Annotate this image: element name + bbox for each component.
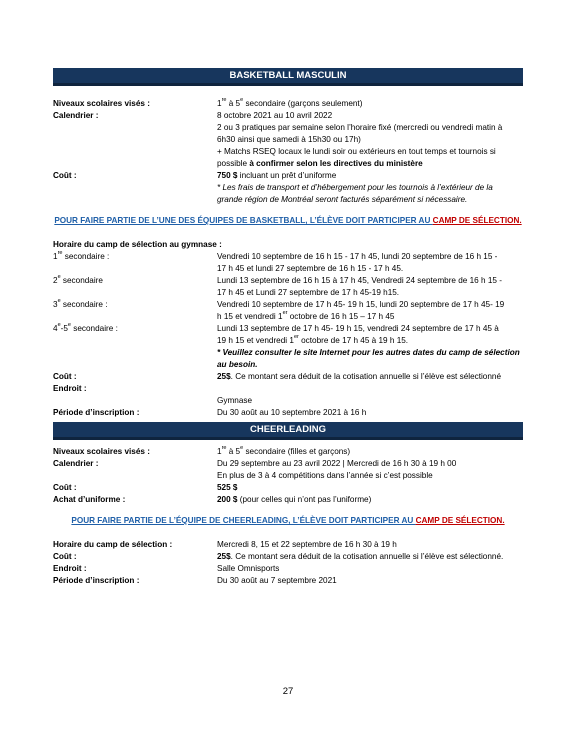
page-number: 27 xyxy=(282,686,294,697)
sec45-rest: secondaire : xyxy=(70,324,118,333)
basketball-endroit-label: Endroit : xyxy=(53,384,87,393)
basketball-niveaux-value xyxy=(217,98,362,109)
sec45-line-2a: 19 h 15 et vendredi 1 xyxy=(217,336,294,345)
basketball-calendrier-label: Calendrier : xyxy=(53,111,99,120)
cheer-endroit-value: Salle Omnisports xyxy=(217,564,280,573)
cout-rest: incluant un prêt d’uniforme xyxy=(237,171,337,180)
cheer-notice-camp-link[interactable]: CAMP DE SÉLECTION. xyxy=(415,516,505,525)
sec45-b: -5 xyxy=(60,324,68,333)
sec45-line-2b: octobre de 17 h 45 à 19 h 15. xyxy=(298,336,409,345)
basketball-periode-label: Période d’inscription : xyxy=(53,408,140,417)
sec2-line-1: Lundi 13 septembre de 16 h 15 à 17 h 45, Vendredi 24 septembre de 16 h 15 - xyxy=(217,276,502,285)
sec1-rest: secondaire : xyxy=(62,252,110,261)
sec45-line-1: Lundi 13 septembre de 17 h 45- 19 h 15, vendredi 24 septembre de 17 h 45 à xyxy=(217,324,499,333)
basketball-selection-notice xyxy=(53,215,523,226)
cheer-cout-value: 525 $ xyxy=(217,483,238,492)
sec45-label xyxy=(53,323,118,334)
basketball-camp-cout-value xyxy=(217,371,501,382)
sec45-sup1: e xyxy=(57,322,61,328)
sec45-line-2-sup: er xyxy=(293,334,299,340)
achat-amount: 200 $ xyxy=(217,495,238,504)
basketball-cout-note-2: grande région de Montréal seront facturés séparément si nécessaire. xyxy=(217,195,468,204)
sec1-line-1: Vendredi 10 septembre de 16 h 15 - 17 h 45, lundi 20 septembre de 16 h 15 - xyxy=(217,252,498,261)
basketball-section-header xyxy=(53,68,523,83)
sec1-n: 1 xyxy=(53,252,58,261)
cout-amount: 750 $ xyxy=(217,171,238,180)
cheer-calendrier-label: Calendrier : xyxy=(53,459,99,468)
sec3-label xyxy=(53,299,108,310)
sec2-line-2: 17 h 45 et Lundi 27 septembre de 17 h 45-19 h15. xyxy=(217,288,400,297)
cheer-endroit-label: Endroit : xyxy=(53,564,87,573)
cheer-achat-label: Achat d’uniforme : xyxy=(53,495,126,504)
site-note-line-2: au besoin. xyxy=(217,360,258,369)
cheer-camp-cout-label: Coût : xyxy=(53,552,77,561)
cheer-niveaux-label: Niveaux scolaires visés : xyxy=(53,447,150,456)
calendrier-possible: possible xyxy=(217,159,250,168)
cheer-camp-cout-rest: . Ce montant sera déduit de la cotisation annuelle si l’élève est sélectionné. xyxy=(230,552,504,561)
sec1-sup: re xyxy=(57,250,63,256)
sec2-sup: e xyxy=(57,274,61,280)
basketball-heading: BASKETBALL MASCULIN xyxy=(229,70,347,81)
camp-cout-amount: 25$ xyxy=(217,372,231,381)
basketball-cout-label: Coût : xyxy=(53,171,77,180)
basketball-periode-value: Du 30 août au 10 septembre 2021 à 16 h xyxy=(217,408,367,417)
sec2-n: 2 xyxy=(53,276,58,285)
niveaux-rest: secondaire (garçons seulement) xyxy=(243,99,363,108)
cheer-camp-cout-amount: 25$ xyxy=(217,552,231,561)
sec45-line-2 xyxy=(217,335,408,346)
sec3-sup: e xyxy=(57,298,61,304)
cheer-periode-value: Du 30 août au 7 septembre 2021 xyxy=(217,576,337,585)
sec1-label xyxy=(53,251,109,262)
cheer-niveaux-first: 1 xyxy=(217,447,222,456)
cheer-horaire-label: Horaire du camp de sélection : xyxy=(53,540,173,549)
cheer-niveaux-sup1: re xyxy=(221,445,227,451)
sec45-a: 4 xyxy=(53,324,58,333)
cheer-camp-cout-value xyxy=(217,551,503,562)
cheer-heading: CHEERLEADING xyxy=(249,424,326,435)
basketball-horaire-title: Horaire du camp de sélection au gymnase : xyxy=(53,240,222,249)
cheer-notice-blue-text: POUR FAIRE PARTIE DE L’ÉQUIPE DE CHEERLEADING, L’ÉLÈVE DOIT PARTICIPER AU xyxy=(71,516,416,525)
cheer-header-underline xyxy=(53,437,523,440)
basketball-calendrier-line-5 xyxy=(217,158,423,169)
cheer-section-header xyxy=(53,422,523,437)
basketball-cout-note-1: * Les frais de transport et d’hébergement pour les tournois à l’extérieur de la xyxy=(217,183,493,192)
notice-camp-link[interactable]: CAMP DE SÉLECTION. xyxy=(432,216,522,225)
cheer-niveaux-value xyxy=(217,446,350,457)
sec3-line-2a: h 15 et vendredi 1 xyxy=(217,312,283,321)
camp-cout-rest: . Ce montant sera déduit de la cotisation annuelle si l’élève est sélectionné xyxy=(230,372,502,381)
basketball-calendrier-line-2: 2 ou 3 pratiques par semaine selon l’horaire fixé (mercredi ou vendredi matin à xyxy=(217,123,503,132)
niveaux-sup-2: e xyxy=(240,97,244,103)
niveaux-sup-1: re xyxy=(221,97,227,103)
sec3-rest: secondaire : xyxy=(60,300,108,309)
cheer-niveaux-mid: à 5 xyxy=(226,447,241,456)
basketball-niveaux-label: Niveaux scolaires visés : xyxy=(53,99,150,108)
cheer-calendrier-line-1: Du 29 septembre au 23 avril 2022 | Mercredi de 16 h 30 à 19 h 00 xyxy=(217,459,457,468)
cheer-periode-label: Période d’inscription : xyxy=(53,576,140,585)
basketball-calendrier-line-4: + Matchs RSEQ locaux le lundi soir ou extérieurs en tout temps et tournois si xyxy=(217,147,496,156)
cheer-selection-notice xyxy=(53,515,523,526)
sec3-line-1: Vendredi 10 septembre de 17 h 45- 19 h 15, lundi 20 septembre de 17 h 45- 19 xyxy=(217,300,505,309)
sec2-rest: secondaire xyxy=(60,276,103,285)
sec3-line-2b: octobre de 16 h 15 – 17 h 45 xyxy=(287,312,395,321)
basketball-camp-cout-label: Coût : xyxy=(53,372,77,381)
basketball-calendrier-line-1: 8 octobre 2021 au 10 avril 2022 xyxy=(217,111,333,120)
basketball-endroit-value: Gymnase xyxy=(217,396,253,405)
sec3-n: 3 xyxy=(53,300,58,309)
cheer-achat-value xyxy=(217,494,371,505)
achat-rest: (pour celles qui n’ont pas l’uniforme) xyxy=(237,495,372,504)
cheer-niveaux-rest: secondaire (filles et garçons) xyxy=(243,447,351,456)
cheer-calendrier-line-2: En plus de 3 à 4 compétitions dans l’année si c’est possible xyxy=(217,471,433,480)
niveaux-mid: à 5 xyxy=(226,99,241,108)
basketball-cout-value xyxy=(217,170,336,181)
cheer-niveaux-sup2: e xyxy=(240,445,244,451)
niveaux-first-grade: 1 xyxy=(217,99,222,108)
site-note-line-1: * Veuillez consulter le site Internet pour les autres dates du camp de sélection xyxy=(217,348,520,357)
sec3-line-2 xyxy=(217,311,394,322)
cheer-horaire-value: Mercredi 8, 15 et 22 septembre de 16 h 30 à 19 h xyxy=(217,540,397,549)
notice-blue-text: POUR FAIRE PARTIE DE L’UNE DES ÉQUIPES DE BASKETBALL, L’ÉLÈVE DOIT PARTICIPER AU xyxy=(54,216,433,225)
basketball-calendrier-line-3: 6h30 ainsi que samedi à 15h30 ou 17h) xyxy=(217,135,361,144)
sec45-sup2: e xyxy=(67,322,71,328)
cheer-cout-label: Coût : xyxy=(53,483,77,492)
sec2-label xyxy=(53,275,103,286)
sec3-line-2-sup: er xyxy=(282,310,288,316)
basketball-header-underline xyxy=(53,83,523,86)
sec1-line-2: 17 h 45 et lundi 27 septembre de 16 h 15 - 17 h 45. xyxy=(217,264,404,273)
calendrier-directives: à confirmer selon les directives du ministère xyxy=(249,159,423,168)
